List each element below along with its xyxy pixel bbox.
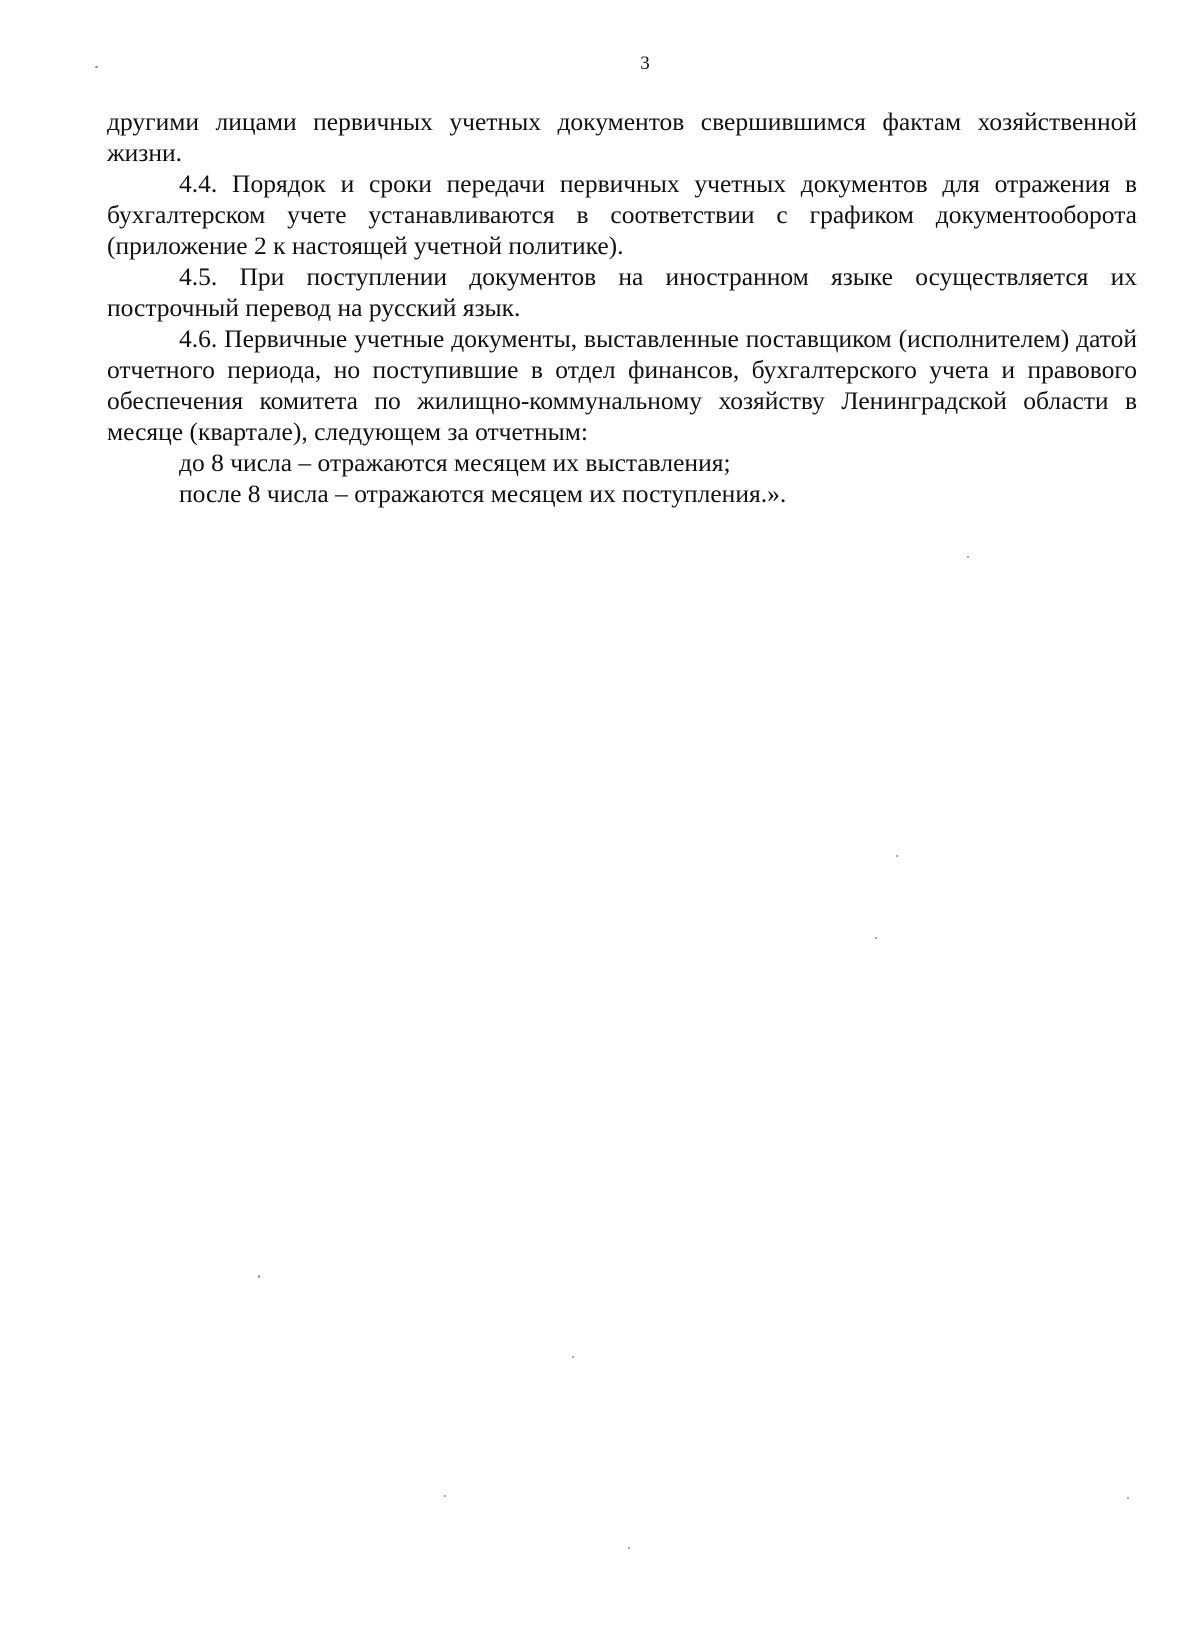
- paragraph-clause-4-5: 4.5. При поступлении документов на иностранном языке осуществляется их построчный перевод на русский язык.: [107, 262, 1137, 322]
- paragraph-clause-4-6: 4.6. Первичные учетные документы, выставленные поставщиком (исполнителем) датой отчетного периода, но поступившие в отдел финансов, бухгалтерского учета и правового обеспечения комитета по жилищно-коммунальному хозяйству Ленинградской области в месяце (квартале), следующем за отчетным:: [107, 324, 1137, 446]
- scan-speck: [444, 1495, 446, 1497]
- scan-speck: [967, 556, 969, 558]
- scan-speck: [572, 1356, 574, 1358]
- list-item-after-8: после 8 числа – отражаются месяцем их поступления.».: [179, 479, 787, 508]
- page-number: 3: [640, 53, 650, 74]
- scan-speck: [1127, 1497, 1129, 1499]
- scan-speck: [896, 855, 898, 857]
- scan-speck: [875, 937, 877, 939]
- paragraph-clause-4-4: 4.4. Порядок и сроки передачи первичных учетных документов для отражения в бухгалтерском учете устанавливаются в соответствии с графиком документооборота (приложение 2 к настоящей учетной политике).: [107, 169, 1137, 260]
- scan-speck: [95, 66, 98, 68]
- document-body: [107, 106, 1137, 509]
- list-item-before-8: до 8 числа – отражаются месяцем их выставления;: [179, 448, 731, 477]
- paragraph-continuation: другими лицами первичных учетных документов свершившимся фактам хозяйственной жизни.: [107, 107, 1137, 167]
- scan-speck: [258, 1275, 260, 1278]
- scan-speck: [628, 1547, 630, 1549]
